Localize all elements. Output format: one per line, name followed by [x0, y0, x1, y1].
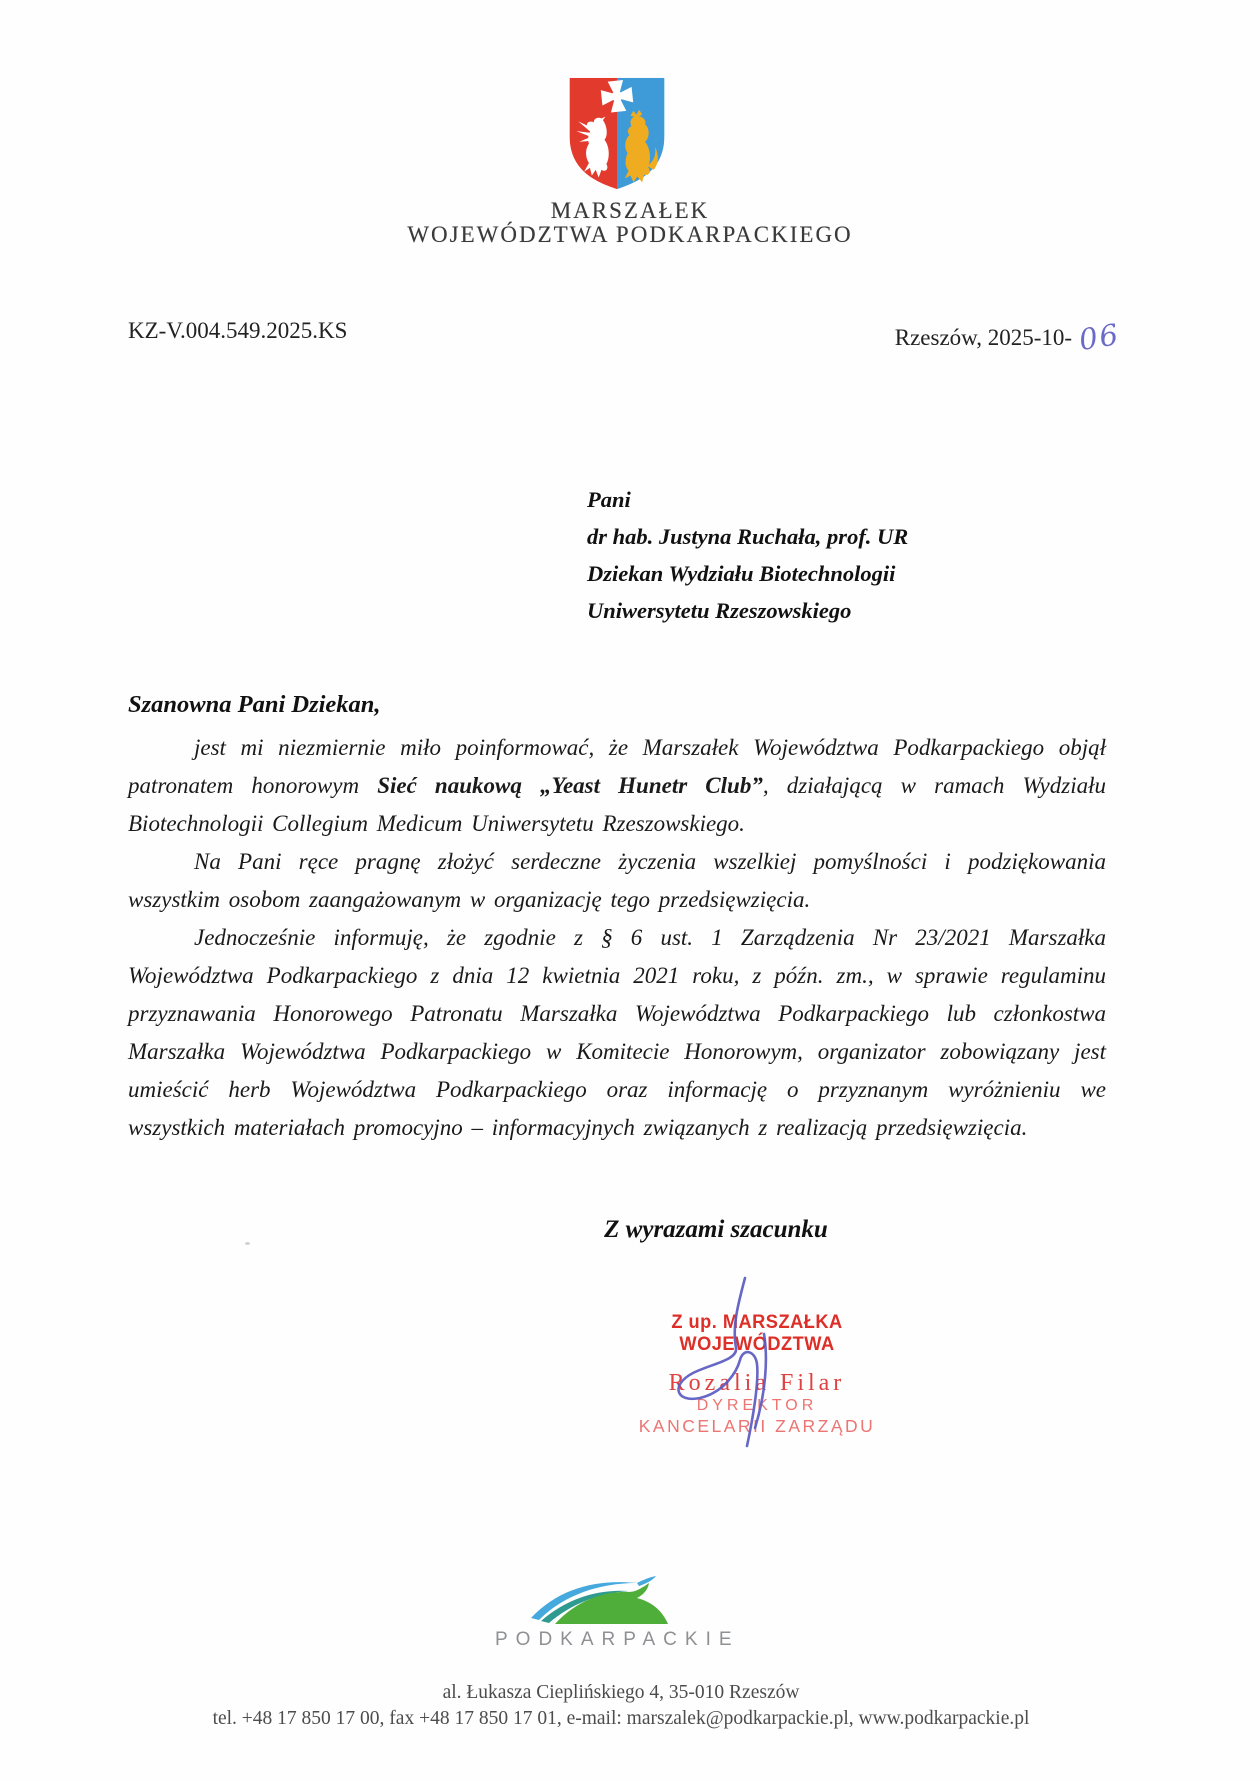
letterhead-line2: WOJEWÓDZTWA PODKARPACKIEGO [407, 222, 853, 247]
podkarpackie-logo [495, 1574, 740, 1651]
handwritten-signature-icon [643, 1272, 829, 1458]
addressee-name: dr hab. Justyna Ruchała, prof. UR [587, 524, 909, 549]
reference-date-row [128, 317, 1123, 357]
handwritten-day: 06 [1076, 317, 1123, 357]
stamp-signer-title: DYREKTOR [696, 1397, 818, 1414]
letter-body [128, 729, 1106, 1147]
closing-phrase: Z wyrazami szacunku [604, 1216, 828, 1243]
podkarpackie-logo-icon [525, 1574, 685, 1626]
letterhead [0, 199, 1260, 247]
paragraph-1-text: jest mi niezmiernie miło poinformować, że Marszałek Województwa Podkarpackiego objął patronatem honorowym [128, 735, 1106, 798]
paragraph-3: Jednocześnie informuję, że zgodnie z § 6 ust. 1 Zarządzenia Nr 23/2021 Marszałka Województwa Podkarpackiego z dnia 12 kwietnia 2021 roku, z późn. zm., w sprawie regulaminu przyznawania Honorowego Patronatu Marszałka Województwa Podkarpackiego lub członkostwa Marszałka Województwa Podkarpackiego w Komitecie Honorowym, organizator zobowiązany jest umieścić herb Województwa Podkarpackiego oraz informację o przyznanym wyróżnieniu we wszystkich materiałach promocyjno – informacyjnych związanych z realizacją przedsięwzięcia. [128, 925, 1106, 1140]
place-and-date [894, 317, 1123, 357]
stamp-authority-line: Z up. MARSZAŁKA WOJEWÓDZTWA [671, 1312, 843, 1355]
addressee-salutation-word: Pani [587, 487, 631, 512]
footer-contact-line: tel. +48 17 850 17 00, fax +48 17 850 17 01, e-mail: marszalek@podkarpackie.pl, www.podkarpackie.pl [212, 1708, 1030, 1729]
podkarpackie-coat-of-arms-icon [563, 74, 671, 192]
addressee-position: Dziekan Wydziału Biotechnologii [587, 561, 896, 586]
addressee-block [587, 481, 908, 629]
stamp-signer-department: KANCELARII ZARZĄDU [638, 1416, 876, 1436]
footer-address-line: al. Łukasza Cieplińskiego 4, 35-010 Rzeszów [442, 1682, 800, 1703]
footer-contact-block [0, 1680, 1242, 1732]
paragraph-2: Na Pani ręce pragnę złożyć serdeczne życzenia wszelkiej pomyślności i podziękowania wszystkim osobom zaangażowanym w organizację tego przedsięwzięcia. [128, 849, 1106, 912]
salutation: Szanowna Pani Dziekan, [128, 691, 381, 718]
addressee-institution: Uniwersytetu Rzeszowskiego [587, 598, 852, 623]
paragraph-1-continuation: , działającą w ramach Wydziału Biotechnologii Collegium Medicum Uniwersytetu Rzeszowskiego. [128, 773, 1106, 836]
stamp-signer-name: Rozalia Filar [668, 1370, 846, 1396]
letterhead-line1: MARSZAŁEK [550, 198, 710, 223]
paragraph-1-bold-phrase: Sieć naukową „Yeast Hunetr Club” [377, 773, 763, 798]
date-printed: Rzeszów, 2025-10- [894, 325, 1073, 350]
paragraph-1 [128, 729, 1106, 843]
reference-number: KZ-V.004.549.2025.KS [128, 318, 348, 343]
logo-wordmark: PODKARPACKIE [495, 1629, 740, 1650]
